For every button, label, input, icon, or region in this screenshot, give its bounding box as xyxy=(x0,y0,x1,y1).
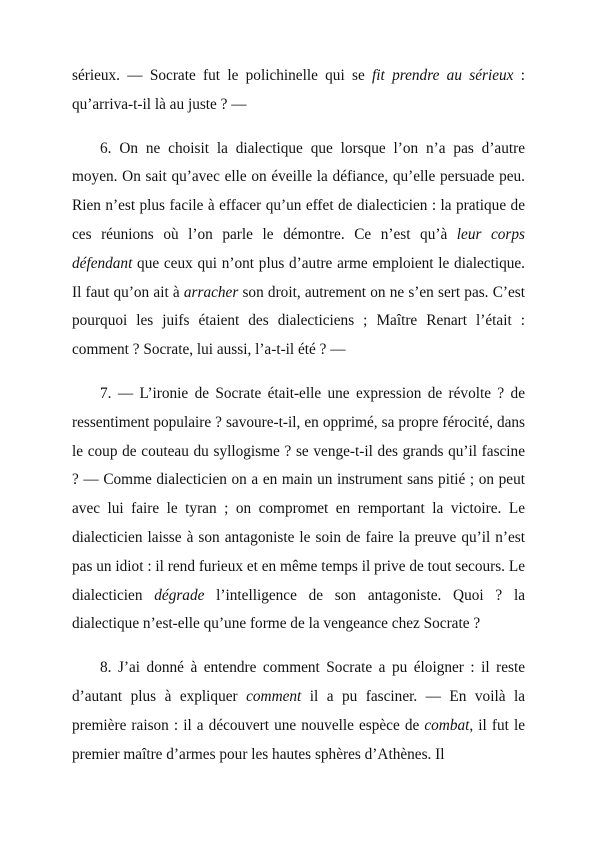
italic-text-run: combat xyxy=(424,716,470,734)
text-run: 6. On ne choisit la dialectique que lorsque l’on n’a pas d’autre moyen. On sait qu’avec elle on éveille la défiance, qu’elle persuade peu. Rien n’est plus facile à effacer qu’un effet de dialecticien : la pratique de ces réunions où l’on parle le démontre. Ce n’est qu’à xyxy=(72,139,525,243)
paragraph-8 xyxy=(72,654,525,769)
paragraph-continued xyxy=(72,62,525,120)
text-run: il a pu fasciner. — En voilà la première raison : il a découvert une nouvelle espèce de xyxy=(72,687,525,734)
document-page xyxy=(72,62,525,769)
text-run: 7. — L’ironie de Socrate était-elle une expression de révolte ? de ressentiment populaire ? savoure-t-il, en opprimé, sa propre férocité, dans le coup de couteau du syllogisme ? se venge-t-il des grands qu’il fascine ? — Comme dialecticien on a en main un instrument sans pitié ; on peut avec lui faire le tyran ; on compromet en remportant la victoire. Le dialecticien laisse à son antagoniste le soin de faire la preuve qu’il n’est pas un idiot : il rend furieux et en même temps il prive de tout secours. Le dialecticien xyxy=(72,384,525,604)
italic-text-run: leur corps défendant xyxy=(72,225,525,272)
paragraph-7 xyxy=(72,380,525,639)
text-run: que ceux qui n’ont plus d’autre arme emploient le dialectique. Il faut qu’on ait à xyxy=(72,254,525,301)
italic-text-run: fit prendre au sérieux xyxy=(372,67,514,84)
text-run: son droit, autrement on ne s’en sert pas. C’est pourquoi les juifs étaient des dialecticiens ; Maître Renart l’était : comment ? Socrate, lui aussi, l’a-t-il été ? — xyxy=(72,283,525,359)
text-run: : qu’arriva-t-il là au juste ? — xyxy=(72,67,525,113)
text-run: l’intelligence de son antagoniste. Quoi ? la dialectique n’est-elle qu’une forme de la vengeance chez Socrate ? xyxy=(72,586,525,633)
paragraph-6 xyxy=(72,135,525,365)
italic-text-run: comment xyxy=(246,687,302,705)
text-run: 8. J’ai donné à entendre comment Socrate a pu éloigner : il reste d’autant plus à expliquer xyxy=(72,659,525,705)
text-run: , il fut le premier maître d’armes pour les hautes sphères d’Athènes. Il xyxy=(72,716,525,763)
text-run: sérieux. — Socrate fut le polichinelle qui se xyxy=(72,67,373,84)
italic-text-run: dégrade xyxy=(154,586,205,604)
italic-text-run: arracher xyxy=(183,283,239,301)
